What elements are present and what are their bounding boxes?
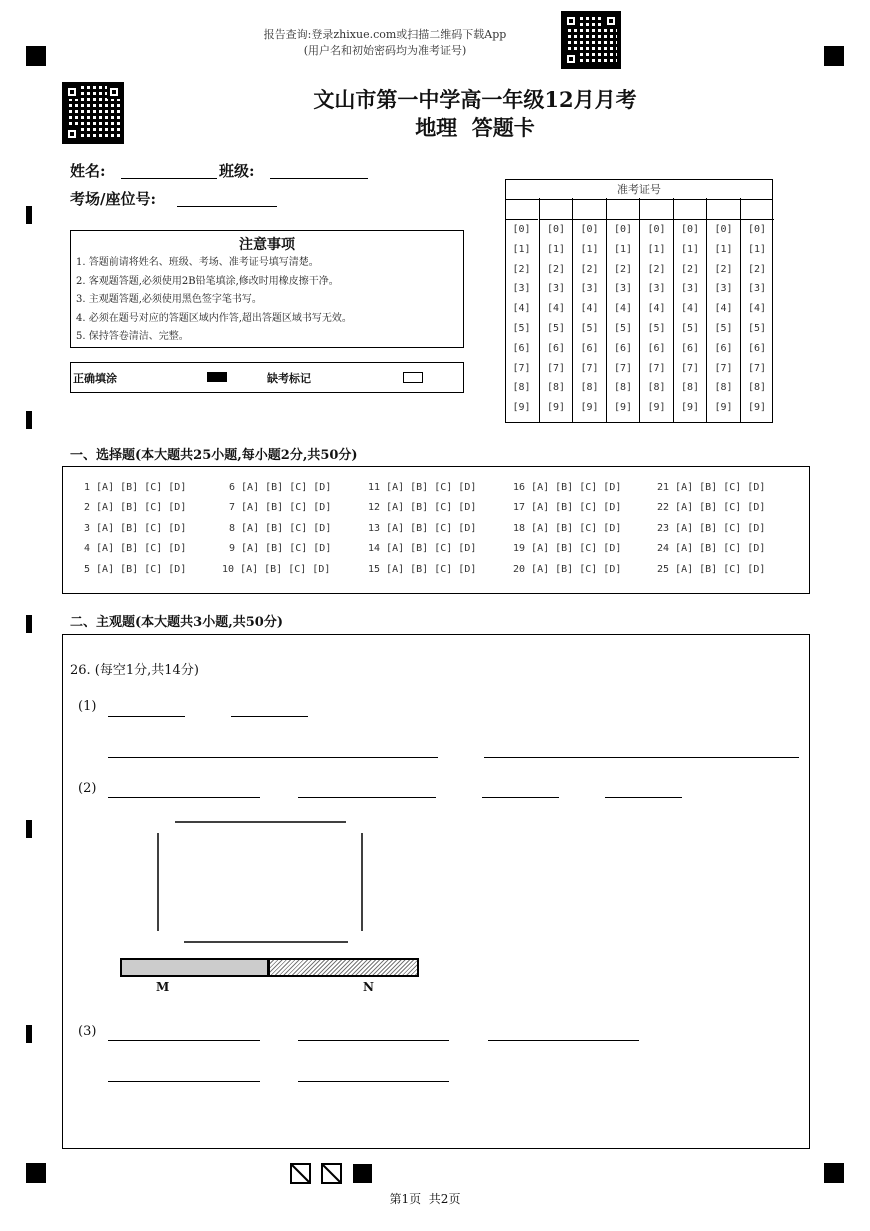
admission-digit-bubble[interactable]: [4] xyxy=(512,303,531,315)
admission-digit-bubble[interactable]: [1] xyxy=(647,243,666,255)
admission-digit-bubble[interactable]: [2] xyxy=(714,263,733,275)
admission-digit-bubble[interactable]: [8] xyxy=(647,382,666,394)
label-n: N xyxy=(363,980,374,994)
admission-digit-bubble[interactable]: [8] xyxy=(512,382,531,394)
timing-mark xyxy=(26,411,32,429)
admission-digit-bubble[interactable]: [3] xyxy=(647,283,666,295)
admission-digit-bubble[interactable]: [5] xyxy=(680,322,700,334)
mcq-question-23[interactable]: 23 [A] [B] [C] [D] xyxy=(657,522,766,534)
section-1-title: 一、选择题(本大题共25小题,每小题2分,共50分) xyxy=(70,448,358,463)
admission-digit-bubble[interactable]: [7] xyxy=(613,362,633,374)
admission-digit-bubble[interactable]: [1] xyxy=(613,243,633,255)
admission-digit-bubble[interactable]: [2] xyxy=(580,263,599,275)
part-1-label: (1) xyxy=(78,699,97,714)
admission-digit-bubble[interactable]: [4] xyxy=(647,303,666,315)
admission-digit-bubble[interactable]: [8] xyxy=(747,382,767,394)
admission-digit-bubble[interactable]: [2] xyxy=(647,263,666,275)
timing-mark xyxy=(26,615,32,633)
exam-title: 文山市第一中学高一年级12月月考 xyxy=(313,87,637,112)
answer-blank[interactable] xyxy=(298,1040,449,1041)
student-qr-code-icon xyxy=(62,82,124,144)
admission-digit-bubble[interactable]: [4] xyxy=(680,303,700,315)
answer-blank[interactable] xyxy=(298,797,436,798)
admission-digit-bubble[interactable]: [0] xyxy=(680,224,700,235)
admission-digit-column xyxy=(639,198,673,423)
section-2-title: 二、主观题(本大题共3小题,共50分) xyxy=(70,615,283,630)
admission-digit-write-box[interactable] xyxy=(607,198,640,220)
notice-item: 3. 主观题答题,必须使用黑色签字笔书写。 xyxy=(76,294,262,305)
admission-digit-bubble[interactable]: [2] xyxy=(747,263,767,275)
admission-digit-bubble[interactable]: [1] xyxy=(680,243,700,255)
question-26-header: 26. (每空1分,共14分) xyxy=(70,663,199,678)
admission-digit-write-box[interactable] xyxy=(741,198,774,220)
admission-digit-bubble[interactable]: [5] xyxy=(512,322,531,334)
notice-item: 4. 必须在题号对应的答题区域内作答,超出答题区域书写无效。 xyxy=(76,312,352,324)
alignment-mark-top-left xyxy=(26,46,46,66)
mcq-question-11[interactable]: 11 [A] [B] [C] [D] xyxy=(368,482,477,493)
admission-digit-bubble[interactable]: [5] xyxy=(647,322,666,334)
admission-digit-bubble[interactable]: [3] xyxy=(546,283,566,295)
admission-digit-bubble[interactable]: [9] xyxy=(714,402,733,414)
admission-digit-bubble[interactable]: [2] xyxy=(680,263,700,275)
mcq-question-22[interactable]: 22 [A] [B] [C] [D] xyxy=(657,502,766,514)
mcq-question-3[interactable]: 3 [A] [B] [C] [D] xyxy=(84,522,187,534)
answer-blank[interactable] xyxy=(488,1040,639,1041)
admission-digit-write-box[interactable] xyxy=(505,198,538,220)
admission-digit-write-box[interactable] xyxy=(640,198,673,220)
mcq-question-18[interactable]: 18 [A] [B] [C] [D] xyxy=(513,522,622,534)
mcq-question-7[interactable]: 7 [A] [B] [C] [D] xyxy=(229,502,332,514)
admission-digit-bubble[interactable]: [4] xyxy=(546,303,566,315)
admission-digit-bubble[interactable]: [6] xyxy=(512,342,531,354)
name-label: 姓名: xyxy=(70,162,106,180)
fill-example-box xyxy=(70,362,464,393)
mcq-question-14[interactable]: 14 [A] [B] [C] [D] xyxy=(368,543,477,555)
alignment-mark-bottom-left xyxy=(26,1163,46,1183)
notice-item: 5. 保持答卷清洁、完整。 xyxy=(76,331,189,342)
admission-digit-bubble[interactable]: [9] xyxy=(647,402,666,414)
answer-blank[interactable] xyxy=(298,1081,449,1082)
admission-digit-column xyxy=(740,198,774,423)
mcq-question-8[interactable]: 8 [A] [B] [C] [D] xyxy=(229,522,332,534)
admission-digit-bubble[interactable]: [0] xyxy=(613,224,633,235)
mcq-question-2[interactable]: 2 [A] [B] [C] [D] xyxy=(84,502,187,514)
admission-digit-bubble[interactable]: [8] xyxy=(580,382,599,394)
admission-digit-bubble[interactable]: [0] xyxy=(512,224,531,235)
mcq-question-10[interactable]: 10 [A] [B] [C] [D] xyxy=(222,563,331,575)
bar-segment-n xyxy=(268,958,419,977)
admission-digit-bubble[interactable]: [8] xyxy=(714,382,733,394)
admission-digit-bubble[interactable]: [1] xyxy=(512,243,531,255)
correct-fill-label: 正确填涂 xyxy=(73,372,117,385)
room-seat-field[interactable] xyxy=(177,206,277,207)
admission-digit-bubble[interactable]: [5] xyxy=(546,322,566,334)
admission-digit-bubble[interactable]: [9] xyxy=(613,402,633,414)
admission-digit-bubble[interactable]: [9] xyxy=(512,402,531,414)
report-query-text: 报告查询:登录zhixue.com或扫描二维码下载App xyxy=(263,28,507,41)
admission-digit-bubble[interactable]: [1] xyxy=(714,243,733,255)
mcq-question-4[interactable]: 4 [A] [B] [C] [D] xyxy=(84,543,187,555)
admission-digit-write-box[interactable] xyxy=(707,198,740,220)
mcq-question-21[interactable]: 21 [A] [B] [C] [D] xyxy=(657,482,766,493)
admission-digit-bubble[interactable]: [9] xyxy=(747,402,767,414)
page-indicator-marks xyxy=(290,1163,374,1185)
room-seat-label: 考场/座位号: xyxy=(70,190,157,208)
admission-digit-column xyxy=(539,198,573,423)
admission-digit-bubble[interactable]: [9] xyxy=(546,402,566,414)
mcq-question-12[interactable]: 12 [A] [B] [C] [D] xyxy=(368,502,477,514)
admission-digit-bubble[interactable]: [6] xyxy=(647,342,666,354)
admission-digit-bubble[interactable]: [7] xyxy=(580,362,599,374)
timing-mark xyxy=(26,1025,32,1043)
absent-mark-checkbox[interactable] xyxy=(403,372,423,383)
notice-box xyxy=(70,230,464,348)
admission-digit-bubble[interactable]: [2] xyxy=(512,263,531,275)
admission-digit-bubble[interactable]: [6] xyxy=(580,342,599,354)
part-2-label: (2) xyxy=(78,781,97,796)
admission-digit-bubble[interactable]: [8] xyxy=(680,382,700,394)
mcq-question-25[interactable]: 25 [A] [B] [C] [D] xyxy=(657,563,766,575)
notice-item: 2. 客观题答题,必须使用2B铅笔填涂,修改时用橡皮擦干净。 xyxy=(76,275,339,287)
admission-digit-bubble[interactable]: [0] xyxy=(546,224,566,235)
qr-code-icon xyxy=(561,11,621,69)
name-field[interactable] xyxy=(121,178,217,179)
exam-subtitle: 地理 答题卡 xyxy=(415,115,535,140)
answer-blank[interactable] xyxy=(108,757,438,758)
notice-title: 注意事项 xyxy=(239,237,295,253)
admission-digit-bubble[interactable]: [9] xyxy=(580,402,599,414)
mcq-question-13[interactable]: 13 [A] [B] [C] [D] xyxy=(368,522,477,534)
mcq-question-15[interactable]: 15 [A] [B] [C] [D] xyxy=(368,563,477,575)
answer-blank[interactable] xyxy=(231,716,308,717)
answer-blank[interactable] xyxy=(605,797,682,798)
admission-digit-bubble[interactable]: [4] xyxy=(747,303,767,315)
admission-digit-bubble[interactable]: [0] xyxy=(580,224,599,235)
admission-digit-bubble[interactable]: [1] xyxy=(580,243,599,255)
notice-item: 1. 答题前请将姓名、班级、考场、准考证号填写清楚。 xyxy=(76,257,319,268)
admission-digit-bubble[interactable]: [4] xyxy=(714,303,733,315)
timing-mark xyxy=(26,820,32,838)
bar-segment-m xyxy=(120,958,269,977)
admission-digit-bubble[interactable]: [6] xyxy=(714,342,733,354)
part-3-label: (3) xyxy=(78,1024,97,1039)
mcq-question-24[interactable]: 24 [A] [B] [C] [D] xyxy=(657,543,766,555)
admission-digit-bubble[interactable]: [7] xyxy=(747,362,767,374)
mcq-question-16[interactable]: 16 [A] [B] [C] [D] xyxy=(513,482,622,493)
report-query-note: (用户名和初始密码均为准考证号) xyxy=(303,44,467,57)
admission-digit-column xyxy=(606,198,640,423)
admission-digit-bubble[interactable]: [6] xyxy=(546,342,566,354)
correct-fill-sample xyxy=(207,372,227,382)
admission-digit-bubble[interactable]: [4] xyxy=(580,303,599,315)
page-mark-filled xyxy=(353,1164,372,1183)
admission-digit-bubble[interactable]: [8] xyxy=(546,382,566,394)
mcq-question-17[interactable]: 17 [A] [B] [C] [D] xyxy=(513,502,622,514)
admission-digit-bubble[interactable]: [1] xyxy=(747,243,767,255)
alignment-mark-bottom-right xyxy=(824,1163,844,1183)
admission-digit-bubble[interactable]: [3] xyxy=(580,283,599,295)
answer-blank[interactable] xyxy=(108,1081,260,1082)
admission-digit-bubble[interactable]: [5] xyxy=(714,322,733,334)
answer-blank[interactable] xyxy=(108,797,260,798)
page-number: 第1页 共2页 xyxy=(389,1192,461,1206)
admission-digit-column xyxy=(706,198,740,423)
admission-digit-column xyxy=(505,198,538,423)
admission-digit-bubble[interactable]: [3] xyxy=(747,283,767,295)
admission-digit-bubble[interactable]: [3] xyxy=(512,283,531,295)
admission-digit-bubble[interactable]: [8] xyxy=(613,382,633,394)
admission-digit-bubble[interactable]: [5] xyxy=(613,322,633,334)
admission-digit-bubble[interactable]: [0] xyxy=(714,224,733,235)
mcq-question-6[interactable]: 6 [A] [B] [C] [D] xyxy=(229,482,332,493)
admission-digit-bubble[interactable]: [0] xyxy=(747,224,767,235)
admission-digit-bubble[interactable]: [3] xyxy=(613,283,633,295)
admission-digit-bubble[interactable]: [2] xyxy=(613,263,633,275)
class-field[interactable] xyxy=(270,178,368,179)
mcq-question-19[interactable]: 19 [A] [B] [C] [D] xyxy=(513,543,622,555)
admission-digit-bubble[interactable]: [6] xyxy=(747,342,767,354)
admission-digit-bubble[interactable]: [6] xyxy=(680,342,700,354)
admission-digit-write-box[interactable] xyxy=(540,198,573,220)
admission-digit-bubble[interactable]: [9] xyxy=(680,402,700,414)
class-label: 班级: xyxy=(219,162,255,180)
alignment-mark-top-right xyxy=(824,46,844,66)
answer-blank[interactable] xyxy=(484,757,799,758)
admission-number-label: 准考证号 xyxy=(506,180,772,200)
mcq-question-5[interactable]: 5 [A] [B] [C] [D] xyxy=(84,563,187,575)
admission-digit-bubble[interactable]: [5] xyxy=(580,322,599,334)
admission-digit-bubble[interactable]: [6] xyxy=(613,342,633,354)
admission-digit-bubble[interactable]: [1] xyxy=(546,243,566,255)
absent-mark-label: 缺考标记 xyxy=(267,372,311,385)
mcq-question-9[interactable]: 9 [A] [B] [C] [D] xyxy=(229,543,332,555)
admission-digit-bubble[interactable]: [0] xyxy=(647,224,666,235)
answer-blank[interactable] xyxy=(108,1040,260,1041)
admission-digit-bubble[interactable]: [7] xyxy=(647,362,666,374)
admission-digit-bubble[interactable]: [7] xyxy=(714,362,733,374)
answer-blank[interactable] xyxy=(482,797,559,798)
mcq-question-1[interactable]: 1 [A] [B] [C] [D] xyxy=(84,482,187,493)
answer-blank[interactable] xyxy=(108,716,185,717)
mcq-question-20[interactable]: 20 [A] [B] [C] [D] xyxy=(513,563,622,575)
admission-digit-bubble[interactable]: [5] xyxy=(747,322,767,334)
admission-digit-bubble[interactable]: [3] xyxy=(714,283,733,295)
admission-digit-column xyxy=(673,198,707,423)
admission-digit-bubble[interactable]: [4] xyxy=(613,303,633,315)
timing-mark xyxy=(26,206,32,224)
admission-digit-bubble[interactable]: [7] xyxy=(680,362,700,374)
admission-digit-bubble[interactable]: [7] xyxy=(512,362,531,374)
admission-digit-write-box[interactable] xyxy=(573,198,606,220)
admission-digit-write-box[interactable] xyxy=(674,198,707,220)
admission-digit-bubble[interactable]: [3] xyxy=(680,283,700,295)
admission-digit-bubble[interactable]: [2] xyxy=(546,263,566,275)
admission-digit-bubble[interactable]: [7] xyxy=(546,362,566,374)
label-m: M xyxy=(156,980,170,994)
admission-digit-column xyxy=(572,198,606,423)
